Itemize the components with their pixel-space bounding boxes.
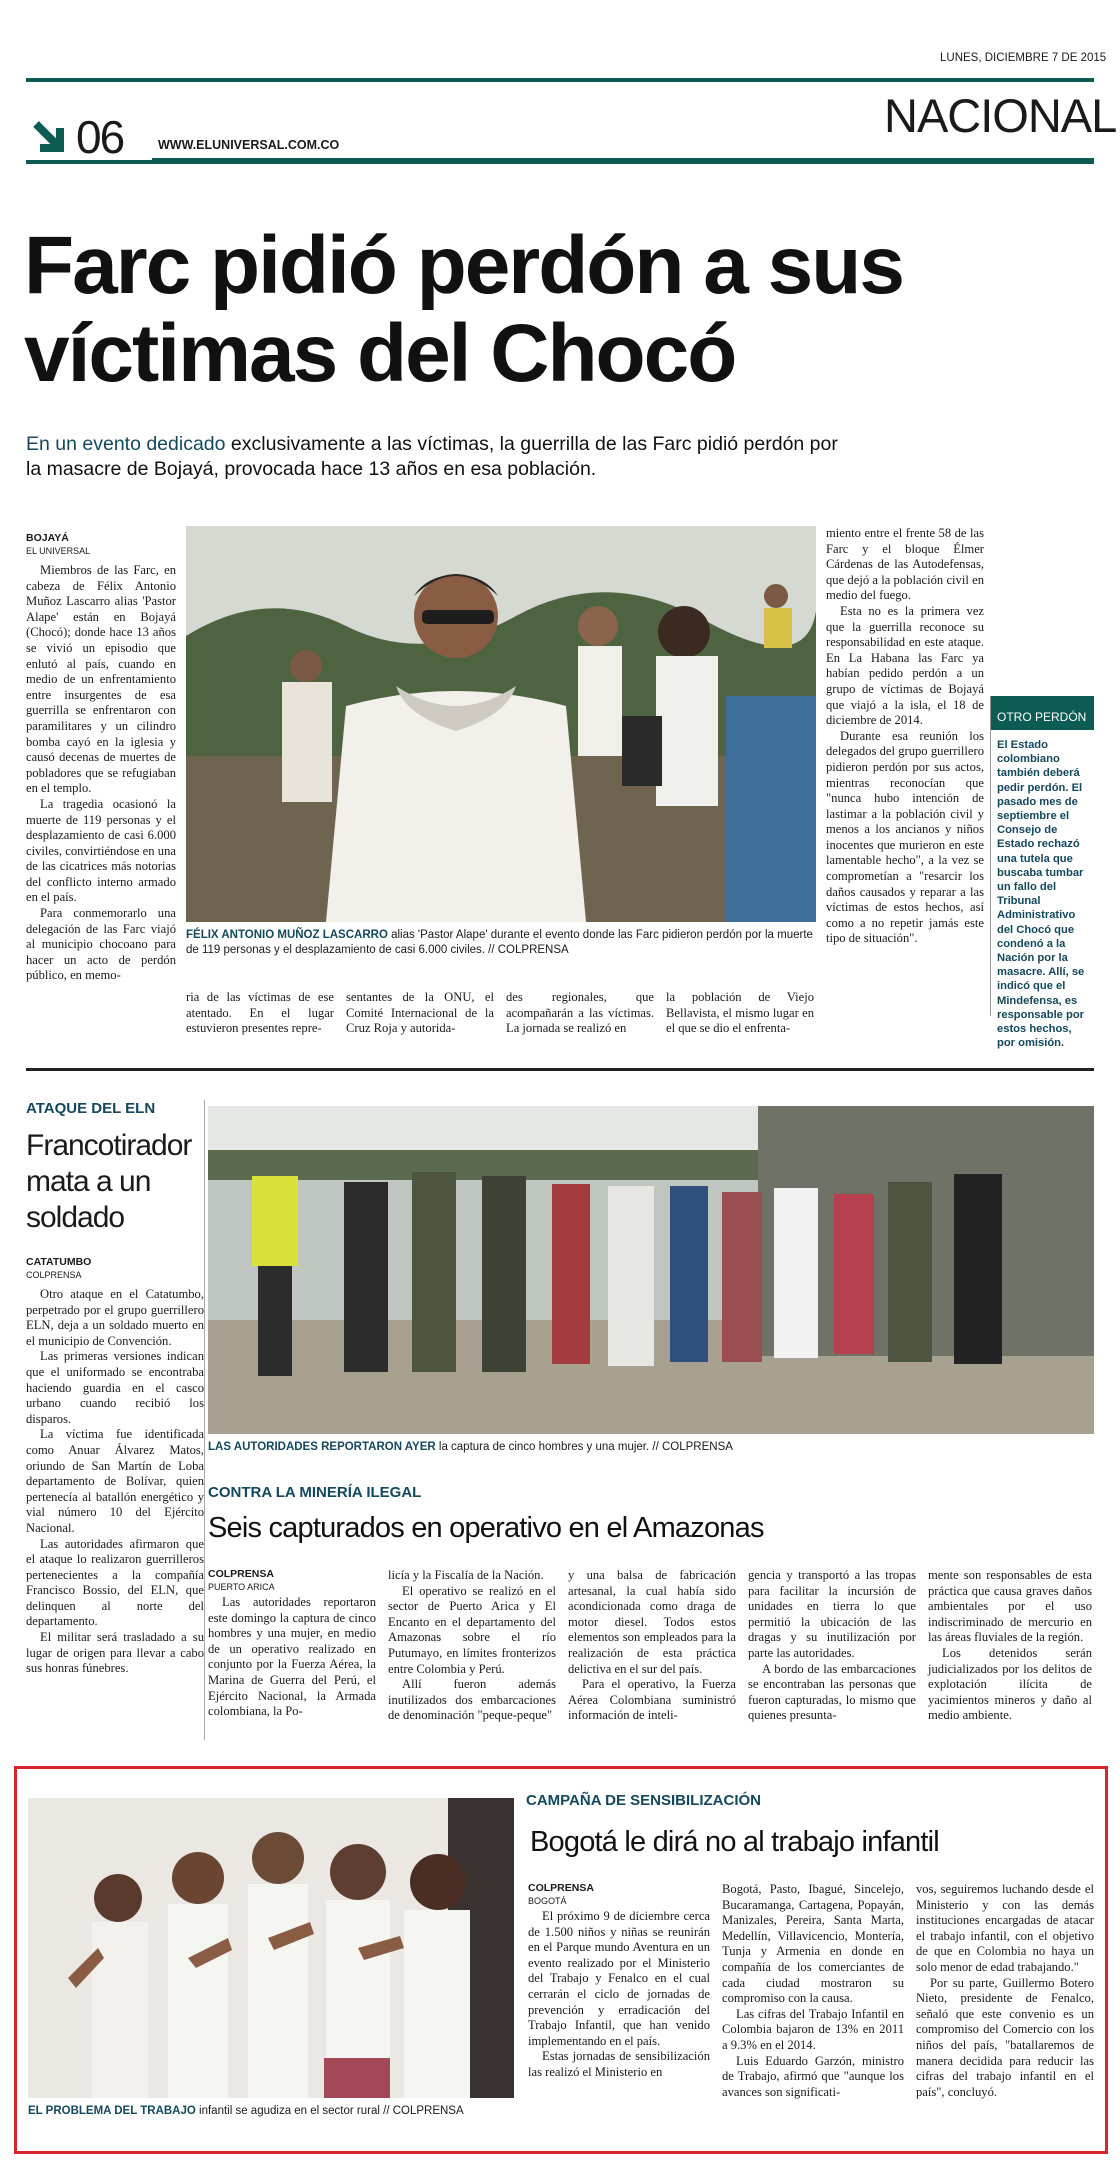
lead-right-p3: Durante esa reunión los delegados del grupo guerrillero pidieron perdón por sus actos, mientras reconocían que "nunca hubo intención de lastimar a la población civil y menos a los ancianos y niños inocentes que murieron en este lamentable hecho", a la vez se comprometían a "resarcir los daños causados y reparar a las víctimas de estos hechos, así como a no repetir jamás este tipo de situación". <box>826 728 984 946</box>
section-divider-1 <box>26 1068 1094 1071</box>
child-c1-p1: El próximo 9 de diciembre cerca de 1.500 niños y niñas se reunirán en el Parque mundo Aventura en un evento realizado por el Ministerio del Trabajo y Fenalco en el cual cerrarán el ciclo de jornadas de prevención y erradicación del Trabajo Infantil, que han venido implementando en el país. <box>528 1909 710 2048</box>
lead-dateline: BOJAYÁ <box>26 532 69 544</box>
lead-bottom-p4: la población de Viejo Bellavista, el mismo lugar en el que se dio el enfrenta- <box>666 990 814 1036</box>
mining-caption-text: la captura de cinco hombres y una mujer. // COLPRENSA <box>435 1441 733 1453</box>
lead-bottom-p2: sentantes de la ONU, el Comité Internacional de la Cruz Roja y autorida- <box>346 990 494 1036</box>
mining-c2-p2: El operativo se realizó en el sector de Puerto Arica y El Encanto en el departamento del Amazonas sobre el río Putumayo, en límites fronterizos entre Colombia y Perú. <box>388 1583 556 1676</box>
child-c2-p3: Luis Eduardo Garzón, ministro de Trabajo, afirmó que "aunque los avances son significati- <box>722 2053 904 2099</box>
lead-right-column <box>826 526 984 947</box>
eln-p2: Las primeras versiones indican que el uniformado se encontraba haciendo guardia en el casco urbano cuando recibió los disparos. <box>26 1349 204 1426</box>
lead-caption-text: alias 'Pastor Alape' durante el evento donde las Farc pidieron perdón por la muerte de 119 personas y el desplazamiento de casi 6.000 civiles. // COLPRENSA <box>186 929 813 956</box>
child-caption-text: infantil se agudiza en el sector rural // COLPRENSA <box>195 2105 464 2117</box>
lead-subhead-highlight: En un evento dedicado <box>26 433 226 455</box>
lead-col1-p3: Para conmemorarlo una delegación de las Farc viajó al municipio chocoano para hacer un acto de perdón público, en memo- <box>26 906 176 983</box>
eln-source: COLPRENSA <box>26 1270 82 1280</box>
mining-col-4 <box>748 1568 916 1724</box>
eln-p3: La víctima fue identificada como Anuar Álvarez Matos, oriundo de San Martín de Loba departamento de Bolívar, quien pertenecía al batallón energético y vial número 10 del Ejército Nacional. <box>26 1427 204 1535</box>
arrow-down-right-icon <box>30 118 72 160</box>
website-link[interactable]: WWW.ELUNIVERSAL.COM.CO <box>158 138 340 152</box>
lead-bottom-col-4 <box>666 990 814 1037</box>
mining-headline: Seis capturados en operativo en el Amazonas <box>208 1512 764 1544</box>
sidebar-title: OTRO PERDÓN <box>991 696 1094 730</box>
child-col-3 <box>916 1882 1094 2100</box>
mining-source: PUERTO ARICA <box>208 1582 275 1592</box>
lead-caption-name: FÉLIX ANTONIO MUÑOZ LASCARRO <box>186 929 388 941</box>
lead-subhead <box>26 432 838 482</box>
eln-headline: Francotirador mata a un soldado <box>26 1129 192 1234</box>
lead-bottom-p3: des regionales, que acompañarán a las víctimas. La jornada se realizó en <box>506 990 654 1036</box>
lead-bottom-col-2 <box>346 990 494 1037</box>
eln-p1: Otro ataque en el Catatumbo, perpetrado por el grupo guerrillero ELN, deja a un soldado muerto en el municipio de Convención. <box>26 1287 204 1348</box>
lead-bottom-col-1 <box>186 990 334 1037</box>
eln-kicker: ATAQUE DEL ELN <box>26 1100 156 1117</box>
child-labor-headline: Bogotá le dirá no al trabajo infantil <box>530 1826 939 1858</box>
lead-bottom-p1: ria de las víctimas de ese atentado. En el lugar estuvieron presentes repre- <box>186 990 334 1036</box>
mining-c2-p1: licía y la Fiscalía de la Nación. <box>388 1568 544 1582</box>
lead-subhead-line1: exclusivamente a las víctimas, la guerrilla de las Farc pidió perdón por <box>225 433 838 455</box>
lead-photo <box>186 526 816 922</box>
lead-col1-p2: La tragedia ocasionó la muerte de 119 personas y el desplazamiento de casi 6.000 civiles, convirtiéndose en una de las cicatrices más notorias del conflicto interno armado en el país. <box>26 796 176 905</box>
lead-column-1 <box>26 532 176 984</box>
lead-subhead-line2: la masacre de Bojayá, provocada hace 13 años en esa población. <box>26 458 597 480</box>
child-c2-p1: Bogotá, Pasto, Ibagué, Sincelejo, Bucaramanga, Cartagena, Popayán, Manizales, Pereira, Santa Marta, Medellín, Villavicencio, Montería, Tunja y Armenia en donde en compañía de los comerciantes de cada ciudad mostraron su compromiso con la causa. <box>722 1882 904 2006</box>
lead-right-p2: Esta no es la primera vez que la guerrilla reconoce su responsabilidad en este ataque. En La Habana las Farc ya habían pedido perdón a un grupo de víctimas de Bojayá que viajó a la isla, el 18 de diciembre de 2014. <box>826 603 984 728</box>
page-number-box <box>26 112 152 164</box>
child-labor-photo <box>28 1798 514 2098</box>
eln-dateline: CATATUMBO <box>26 1256 92 1268</box>
sidebar-box <box>990 696 1094 1050</box>
mining-caption-label: LAS AUTORIDADES REPORTARON AYER <box>208 1441 436 1453</box>
mining-col-5 <box>928 1568 1092 1724</box>
child-labor-kicker: CAMPAÑA DE SENSIBILIZACIÓN <box>526 1792 762 1809</box>
eln-p4: Las autoridades afirmaron que el ataque lo realizaron guerrilleros pertenecientes a la compañía Francisco Bossio, del ELN, que delinquen al norte del departamento. <box>26 1536 204 1629</box>
mining-c5-p1: mente son responsables de esta práctica que causa graves daños ambientales por el uso indiscriminado de mercurio en las áreas fluviales de la región. <box>928 1568 1092 1645</box>
section-name: NACIONAL <box>884 89 1117 142</box>
eln-column-rule <box>204 1100 205 1740</box>
mining-photo <box>208 1106 1094 1434</box>
mining-col-1 <box>208 1568 376 1720</box>
mining-c5-p2: Los detenidos serán judicializados por los delitos de explotación ilícita de yacimientos mineros y daño al medio ambiente. <box>928 1645 1092 1723</box>
lead-photo-caption <box>186 928 816 958</box>
child-dateline: COLPRENSA <box>528 1882 594 1894</box>
lead-bottom-col-3 <box>506 990 654 1037</box>
lead-headline <box>24 222 903 398</box>
child-c3-p2: Por su parte, Guillermo Botero Nieto, presidente de Fenalco, señaló que este convenio es un compromiso del Comercio con los niños del país, "batallaremos de manera decidida para reducir las cifras del trabajo infantil en el país", concluyó. <box>916 1975 1094 2099</box>
child-c1-p2: Estas jornadas de sensibilización las realizó el Ministerio en <box>528 2049 710 2079</box>
child-labor-photo-caption <box>28 2104 514 2119</box>
mining-c3-p2: Para el operativo, la Fuerza Aérea Colombiana suministró información de inteli- <box>568 1677 736 1723</box>
lead-right-p1: miento entre el frente 58 de las Farc y el bloque Élmer Cárdenas de las Autodefensas, que dejó a la población civil en medio del fuego. <box>826 526 984 603</box>
lead-headline-line2: víctimas del Chocó <box>24 308 736 399</box>
issue-date: LUNES, DICIEMBRE 7 DE 2015 <box>940 52 1107 64</box>
mining-dateline: COLPRENSA <box>208 1568 274 1580</box>
mining-c1-p1: Las autoridades reportaron este domingo la captura de cinco hombres y una mujer, en medio de un operativo realizado en conjunto por la Fuerza Aérea, la Marina de Guerra del Perú, el Ejército Nacional, la Armada colombiana, la Po- <box>208 1595 376 1719</box>
eln-p5: El militar será trasladado a su lugar de origen para llevar a cabo sus honras fúnebres. <box>26 1630 204 1676</box>
child-c2-p2: Las cifras del Trabajo Infantil en Colombia bajaron de 13% en 2011 a 9.3% en el 2014. <box>722 2006 904 2052</box>
header-rule <box>152 158 1094 164</box>
mining-c4-p1: gencia y transportó a las tropas para facilitar la incursión de unidades en tierra lo que permitió la ubicación de las dragas y su inutilización por parte las autoridades. <box>748 1568 916 1660</box>
child-caption-label: EL PROBLEMA DEL TRABAJO <box>28 2105 196 2117</box>
child-c3-p1: vos, seguiremos luchando desde el Ministerio y con las demás instituciones encargadas de atacar el trabajo infantil, con el objetivo de que en Colombia no haya un solo menor de edad trabajando." <box>916 1882 1094 1974</box>
lead-source: EL UNIVERSAL <box>26 546 91 556</box>
mining-kicker: CONTRA LA MINERÍA ILEGAL <box>208 1484 422 1501</box>
child-col-2 <box>722 1882 904 2100</box>
mining-col-3 <box>568 1568 736 1724</box>
mining-c4-p2: A bordo de las embarcaciones se encontraban las personas que fueron capturadas, lo mismo que quienes presunta- <box>748 1661 916 1723</box>
mining-photo-illustration <box>208 1106 1094 1434</box>
lead-photo-illustration <box>186 526 816 922</box>
child-source: BOGOTÁ <box>528 1896 567 1906</box>
header-bar-top <box>26 78 1094 82</box>
lead-headline-line1: Farc pidió perdón a sus <box>24 220 903 311</box>
mining-col-2 <box>388 1568 556 1724</box>
mining-photo-caption <box>208 1440 1094 1455</box>
mining-c2-p3: Allí fueron además inutilizados dos embarcaciones de denominación "peque-peque" <box>388 1677 556 1723</box>
mining-c3-p1: y una balsa de fabricación artesanal, la cual había sido acondicionada como draga de motor diesel. Todos estos elementos son empleados para la realización de esta práctica delictiva en el sur del país. <box>568 1568 736 1676</box>
child-col-1 <box>528 1882 710 2081</box>
eln-column <box>26 1256 204 1677</box>
child-labor-photo-illustration <box>28 1798 514 2098</box>
lead-col1-p1: Miembros de las Farc, en cabeza de Félix Antonio Muñoz Lascarro alias 'Pastor Alape' están en Bojayá (Chocó); donde hace 13 años se vivió un episodio que enlutó al país, cuando en medio de un enfrentamiento entre insurgentes de esa guerrilla se enfrentaron con paramilitares y un cilindro bomba cayó en la iglesia y causó decenas de muertes de pobladores que se refugiaban en el templo. <box>26 563 176 796</box>
sidebar-text: El Estado colombiano también deberá pedir perdón. El pasado mes de septiembre el Consejo de Estado rechazó una tutela que buscaba tumbar un fallo del Tribunal Administrativo del Chocó que condenó a la Nación por la masacre. Allí, se indicó que el Mindefensa, es responsable por estos hechos, por omisión. <box>997 739 1085 1050</box>
page-number: 06 <box>76 111 124 163</box>
